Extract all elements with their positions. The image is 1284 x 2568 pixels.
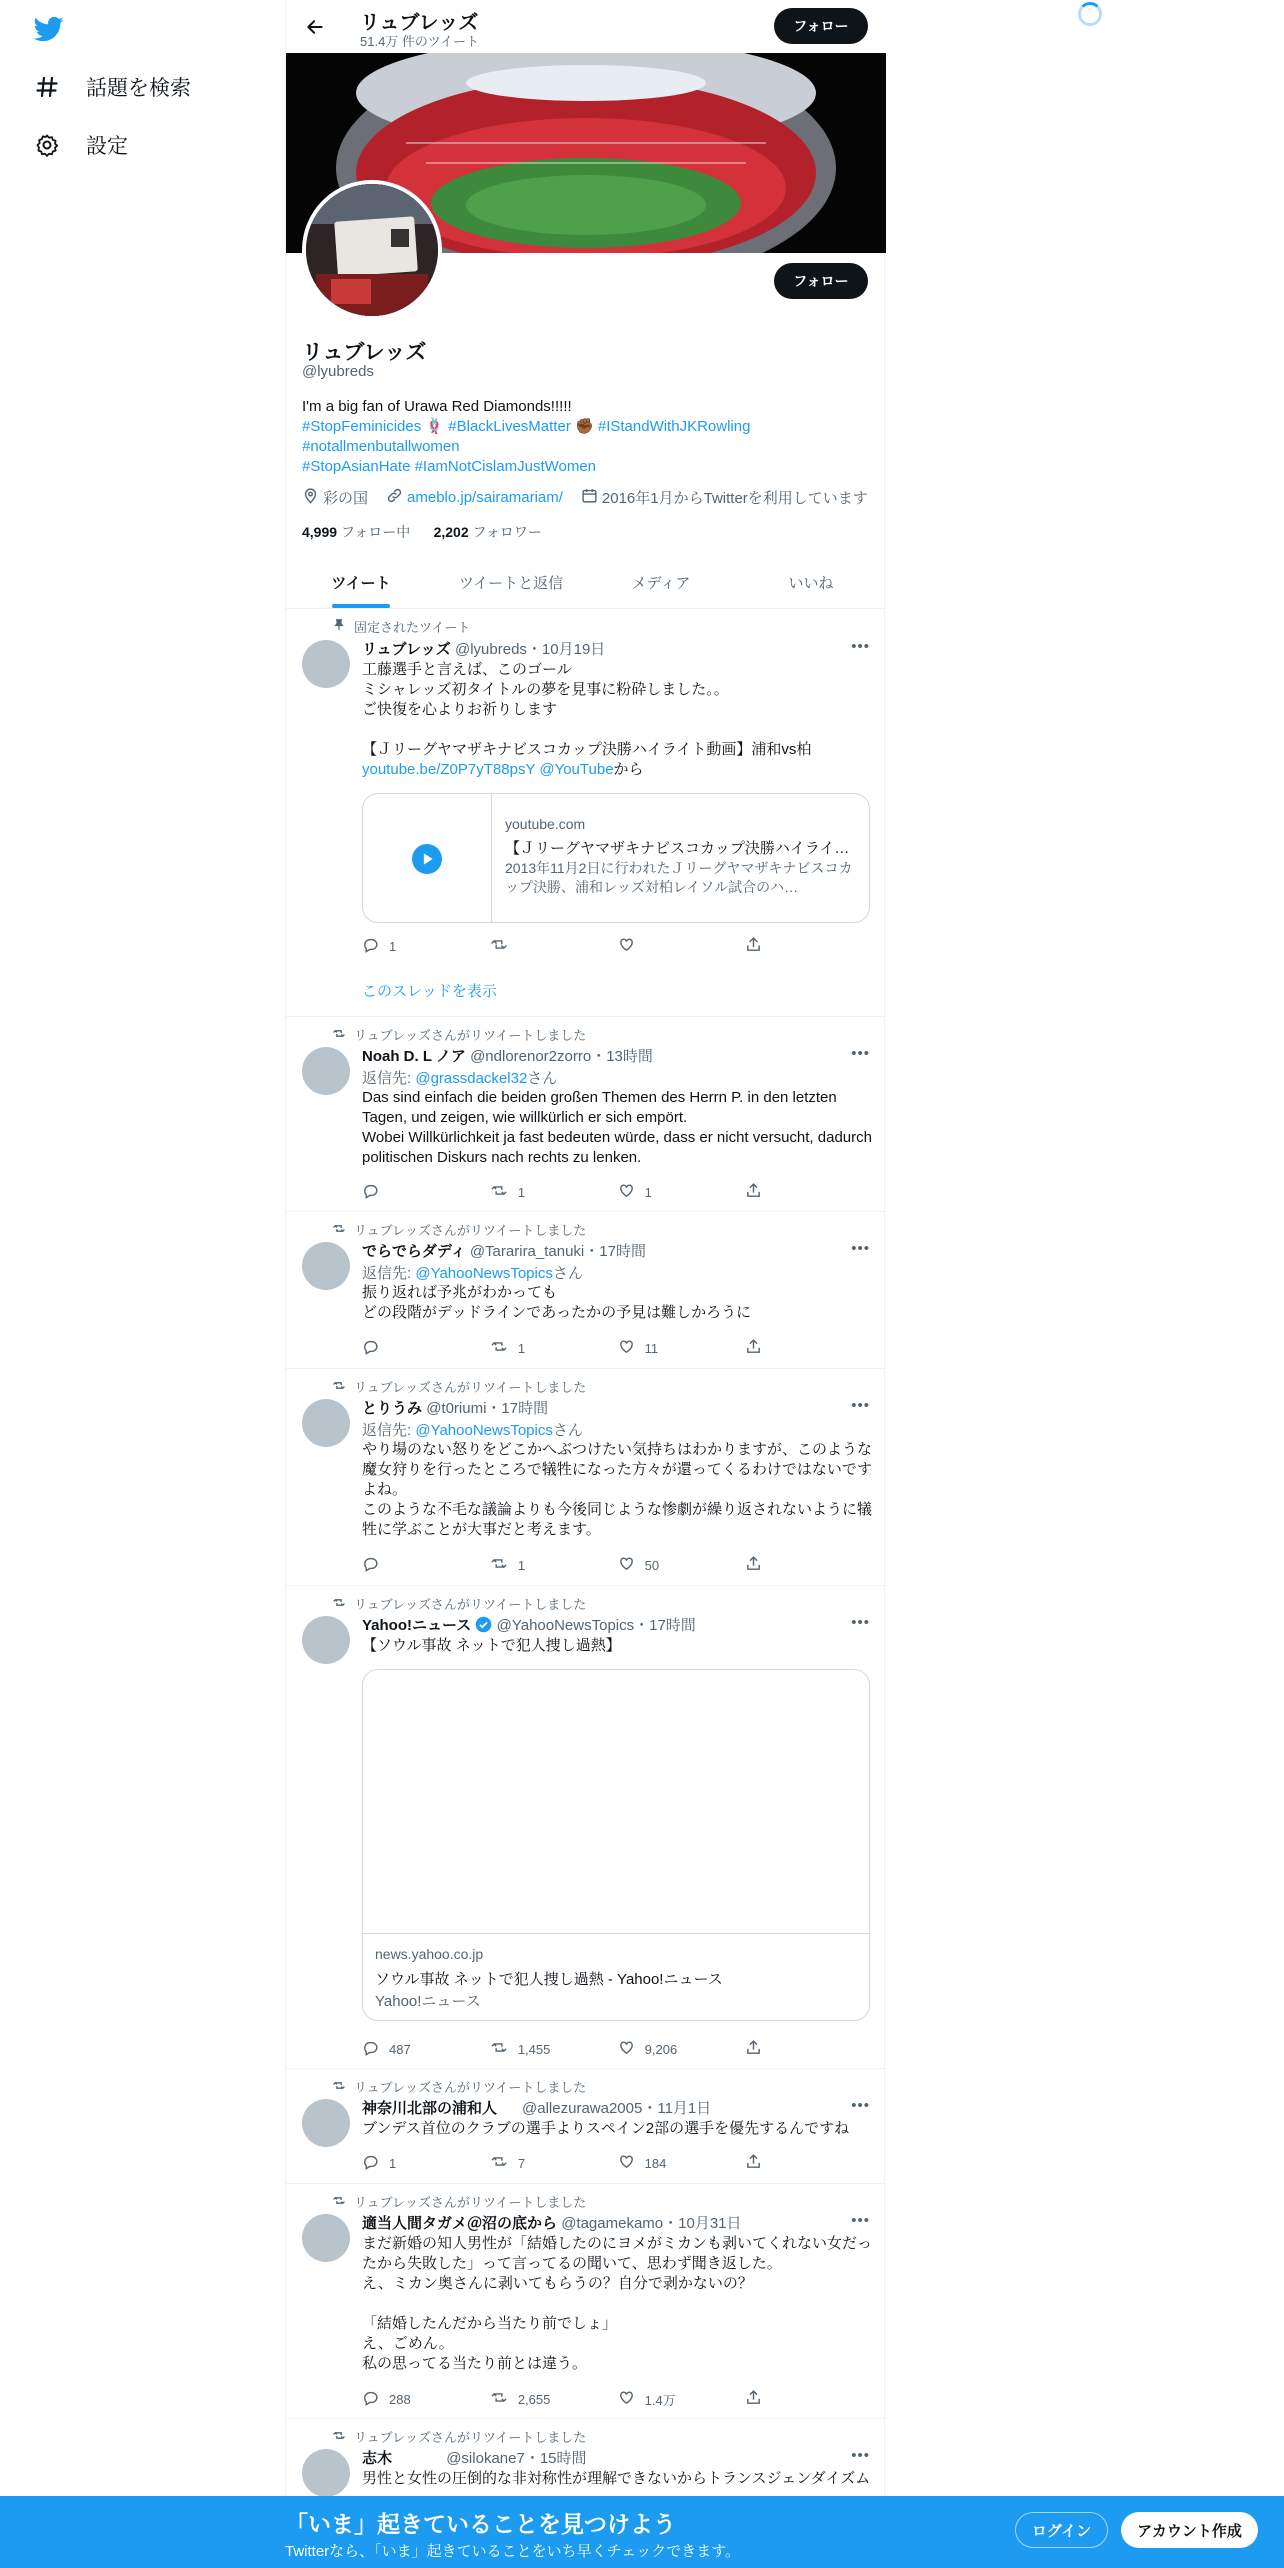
loading-spinner-icon — [1078, 2, 1102, 26]
tweet-text: 男性と女性の圧倒的な非対称性が理解できないからトランスジェンダイズム — [362, 2470, 871, 2487]
more-icon[interactable]: ••• — [851, 1045, 870, 1062]
card-domain: news.yahoo.co.jp — [375, 1946, 484, 1962]
retweet-icon — [332, 2194, 346, 2210]
link-card[interactable] — [362, 1669, 870, 2021]
share-button[interactable] — [745, 936, 782, 956]
calendar-icon — [581, 487, 598, 508]
show-thread-link[interactable]: このスレッドを表示 — [362, 983, 497, 1000]
tweet-time[interactable]: ・10月19日 — [526, 641, 606, 658]
like-button[interactable] — [618, 936, 746, 956]
reply-button[interactable]: 288 — [362, 2389, 490, 2409]
like-button[interactable]: 184 — [618, 2153, 746, 2173]
pinned-label: 固定されたツイート — [332, 617, 470, 636]
reply-button[interactable]: 487 — [362, 2039, 490, 2059]
tweet-actions — [362, 1182, 782, 1202]
tweet-header — [362, 1045, 653, 1066]
retweeted-label: リュブレッズさんがリツイートしました — [332, 1220, 586, 1239]
reply-button[interactable]: 1 — [362, 936, 490, 956]
tweet-text: 振り返れば予兆がわかっても どの段階がデッドラインであったかの予見は難しかろうに — [362, 1284, 752, 1321]
retweeted-label: リュブレッズさんがリツイートしました — [332, 2192, 586, 2211]
retweet-icon — [332, 1379, 346, 1395]
tweet-text: 工藤選手と言えば、このゴール ミシャレッズ初タイトルの夢を見事に粉砕しました。。 ご快復を心よりお祈りします 【Ｊリーグヤマザキナビスコカップ決勝ハイライト動画】浦和vs柏 — [362, 661, 812, 758]
followers-link[interactable]: 2,202 フォロワー — [433, 524, 542, 540]
tweet[interactable] — [286, 1586, 886, 2069]
author-name[interactable]: でらでらダディ — [362, 1243, 466, 1260]
retweet-icon — [490, 2153, 508, 2173]
retweet-icon — [332, 2429, 346, 2445]
share-button[interactable] — [745, 2389, 782, 2409]
tweet-actions — [362, 1338, 782, 1358]
author-handle: @allezurawa2005 — [522, 2100, 643, 2117]
author-handle: @ndlorenor2zorro — [470, 1048, 592, 1065]
tweet-links: youtube.be/Z0P7yT88psY @YouTubeから — [362, 761, 644, 778]
hashtag-icon — [34, 74, 60, 100]
play-icon — [363, 794, 492, 923]
tweet-time[interactable]: ・15時間 — [524, 2450, 587, 2467]
share-icon — [745, 1338, 762, 1358]
avatar[interactable] — [302, 2099, 350, 2147]
tweet-actions — [362, 936, 782, 956]
pin-icon — [332, 618, 346, 635]
follow-stats — [302, 522, 542, 542]
author-name[interactable]: Noah D. L ノア — [362, 1048, 466, 1065]
more-icon[interactable]: ••• — [851, 2447, 870, 2464]
retweet-button[interactable]: 2,655 — [490, 2389, 618, 2409]
tweet[interactable] — [286, 1212, 886, 1369]
profile-follow-button[interactable]: フォロー — [774, 263, 868, 299]
tweet-header — [362, 1240, 646, 1261]
login-button[interactable]: ログイン — [1015, 2512, 1108, 2548]
main-column — [285, 0, 885, 2568]
nav-settings[interactable] — [34, 125, 128, 165]
more-icon[interactable]: ••• — [851, 1397, 870, 1414]
more-icon[interactable]: ••• — [851, 638, 870, 655]
avatar[interactable] — [302, 1047, 350, 1095]
mention-link[interactable]: @YouTube — [539, 761, 614, 778]
profile-tabs — [286, 556, 886, 609]
heart-icon — [618, 2389, 635, 2409]
tweet-header — [362, 2212, 742, 2233]
reply-icon — [362, 2389, 379, 2409]
share-icon — [745, 1555, 762, 1575]
gear-icon — [34, 132, 60, 158]
tweet-header — [362, 1397, 548, 1418]
mention-link[interactable]: @YahooNewsTopics — [415, 1265, 553, 1282]
tweet-text: Das sind einfach die beiden großen Themen des Herrn P. in den letzten Tagen, und zeigen, wie willkürlich er sich empört. Wobei Willkürlichkeit ja fast bedeuten würde, dass er nicht versucht, dadurch politischen Diskurs nach rechts zu lenken. — [362, 1089, 872, 1166]
tab-tweets[interactable]: ツイート — [286, 556, 436, 608]
share-button[interactable] — [745, 1182, 782, 1202]
profile-website-link[interactable]: ameblo.jp/sairamariam/ — [407, 489, 563, 506]
share-button[interactable] — [745, 2039, 782, 2059]
nav-settings-label: 設定 — [86, 135, 128, 158]
hashtag-link[interactable]: #notallmenbutallwomen — [302, 438, 460, 455]
reply-button[interactable] — [362, 1555, 490, 1575]
retweeted-label: リュブレッズさんがリツイートしました — [332, 1594, 586, 1613]
profile-bio — [302, 397, 862, 477]
tweet[interactable] — [286, 1369, 886, 1586]
retweet-icon — [332, 2079, 346, 2095]
reply-icon — [362, 1555, 379, 1575]
card-description: Yahoo!ニュース — [375, 1993, 481, 2010]
hashtag-link[interactable]: #StopAsianHate — [302, 458, 411, 475]
avatar[interactable] — [302, 1616, 350, 1664]
tweet-actions — [362, 2389, 782, 2409]
tweet[interactable] — [286, 1017, 886, 1212]
author-name[interactable]: リュブレッズ — [362, 641, 451, 658]
tweet-header — [362, 2447, 587, 2468]
reply-button[interactable] — [362, 1182, 490, 1202]
tweet-time[interactable]: ・17時間 — [486, 1400, 549, 1417]
author-name[interactable]: 適当人間タガメ＠沼の底から — [362, 2215, 558, 2232]
like-button[interactable]: 1 — [618, 1182, 746, 1202]
tweet-text: 【ソウル事故 ネットで犯人捜し過熱】 — [362, 1637, 621, 1654]
profile-name: リュブレッズ — [302, 341, 427, 364]
like-button[interactable]: 1.4万 — [618, 2389, 746, 2409]
mention-link[interactable]: @grassdackel32 — [415, 1070, 528, 1087]
signup-button[interactable]: アカウント作成 — [1121, 2512, 1258, 2548]
like-button[interactable]: 9,206 — [618, 2039, 746, 2059]
heart-icon — [618, 2039, 635, 2059]
author-name[interactable]: Yahoo!ニュース — [362, 1617, 472, 1634]
retweet-icon — [490, 1182, 508, 1202]
tweet-time[interactable]: ・17時間 — [584, 1243, 646, 1260]
card-title: 【Ｊリーグヤマザキナビスコカップ決勝ハイライ… — [505, 840, 850, 857]
reply-icon — [362, 2153, 379, 2173]
tweet-time[interactable]: ・11月1日 — [642, 2100, 712, 2117]
share-button[interactable] — [745, 1555, 782, 1575]
tweet-actions — [362, 2153, 782, 2173]
emoji-icon: ✊🏾 — [575, 418, 594, 435]
retweet-button[interactable]: 1 — [490, 1338, 618, 1358]
tab-likes[interactable]: いいね — [788, 574, 834, 592]
card-description: 2013年11月2日に行われたＪリーグヤマザキナビスコカップ決勝、浦和レッズ対柏レイソル試合のハ… — [505, 860, 853, 895]
tweet[interactable] — [286, 2069, 886, 2184]
signup-banner — [0, 2496, 1284, 2568]
avatar[interactable] — [302, 1242, 350, 1290]
link-icon — [386, 487, 403, 508]
heart-icon — [618, 1182, 635, 1202]
retweet-icon — [490, 2039, 508, 2059]
profile-meta — [302, 487, 878, 508]
tweet-text: やり場のない怒りをどこかへぶつけたい気持ちはわかりますが、このような魔女狩りを行ったところで犠牲になった方々が還ってくるわけではないですよね。 このような不毛な議論よりも今後同じような惨劇が繰り返されないように犠牲に学ぶことが大事だと考えます。 — [362, 1441, 873, 1538]
tweet-time[interactable]: ・13時間 — [591, 1048, 653, 1065]
header-tweet-count: 51.4万 件のツイート — [360, 34, 480, 49]
nav-explore[interactable] — [34, 67, 191, 107]
left-nav — [0, 0, 285, 2568]
heart-icon — [618, 2153, 635, 2173]
reply-button[interactable] — [362, 1338, 490, 1358]
hashtag-link[interactable]: #IamNotCislamJustWomen — [414, 458, 597, 475]
tweet[interactable] — [286, 610, 886, 1017]
mention-link[interactable]: @YahooNewsTopics — [415, 1422, 553, 1439]
tweet[interactable] — [286, 2184, 886, 2419]
header-title: リュブレッズ — [360, 12, 479, 34]
like-button[interactable]: 11 — [618, 1338, 746, 1358]
youtube-link[interactable]: youtube.be/Z0P7yT88psY — [362, 761, 536, 778]
author-name[interactable]: 志木 — [362, 2450, 393, 2467]
hashtag-link[interactable]: #StopFeminicides — [302, 418, 422, 435]
share-button[interactable] — [745, 1338, 782, 1358]
retweet-button[interactable]: 1 — [490, 1182, 618, 1202]
reply-button[interactable]: 1 — [362, 2153, 490, 2173]
reply-icon — [362, 2039, 379, 2059]
tab-tweets-and-replies[interactable]: ツイートと返信 — [458, 574, 564, 592]
retweet-icon — [490, 936, 508, 956]
author-handle: @silokane7 — [446, 2450, 525, 2467]
heart-icon — [618, 936, 635, 956]
tweet-text: ブンデス首位のクラブの選手よりスペイン2部の選手を優先するんですね — [362, 2120, 850, 2137]
author-handle: @lyubreds — [454, 641, 527, 658]
tweet-header — [362, 638, 605, 659]
twitter-logo-icon[interactable] — [32, 14, 66, 44]
avatar[interactable] — [302, 640, 350, 688]
profile-location: 彩の国 — [323, 490, 369, 507]
verified-badge-icon — [475, 1616, 492, 1637]
heart-icon — [618, 1338, 635, 1358]
following-link[interactable]: 4,999 フォロー中 — [302, 524, 411, 540]
share-icon — [745, 2389, 762, 2409]
card-domain: youtube.com — [505, 816, 586, 832]
reply-to: 返信先: @YahooNewsTopicsさん — [362, 1265, 583, 1282]
hashtag-link[interactable]: #IStandWithJKRowling — [597, 418, 751, 435]
profile-header-bar — [286, 0, 886, 53]
share-icon — [745, 2039, 762, 2059]
author-handle: @tagamekamo — [561, 2215, 664, 2232]
tab-media[interactable]: メディア — [631, 574, 691, 592]
share-icon — [745, 2153, 762, 2173]
signup-banner-title: 「いま」起きていることを見つけよう — [285, 2511, 676, 2537]
tweet-time[interactable]: ・10月31日 — [663, 2215, 742, 2232]
share-button[interactable] — [745, 2153, 782, 2173]
reply-icon — [362, 1338, 379, 1358]
heart-icon — [618, 1555, 635, 1575]
link-card[interactable] — [362, 793, 870, 923]
profile-avatar[interactable] — [302, 180, 442, 320]
retweet-button[interactable]: 1 — [490, 1555, 618, 1575]
tweet-header — [362, 2097, 711, 2118]
back-arrow-icon[interactable] — [300, 12, 330, 42]
retweet-icon — [332, 1596, 346, 1612]
retweet-icon — [490, 1555, 508, 1575]
more-icon[interactable]: ••• — [851, 1614, 870, 1631]
like-button[interactable]: 50 — [618, 1555, 746, 1575]
bio-line: I'm a big fan of Urawa Red Diamonds!!!!! — [302, 398, 572, 415]
profile-handle: @lyubreds — [302, 363, 374, 380]
profile-joined: 2016年1月からTwitterを利用しています — [601, 490, 868, 507]
header-follow-button[interactable]: フォロー — [774, 8, 868, 44]
card-image — [363, 1670, 870, 1934]
retweet-button[interactable]: 7 — [490, 2153, 618, 2173]
tweet-time[interactable]: ・17時間 — [634, 1617, 696, 1634]
share-icon — [745, 936, 762, 956]
retweeted-label: リュブレッズさんがリツイートしました — [332, 2077, 586, 2096]
share-icon — [745, 1182, 762, 1202]
author-name[interactable]: 神奈川北部の浦和人 — [362, 2100, 498, 2117]
retweet-icon — [490, 1338, 508, 1358]
more-icon[interactable]: ••• — [851, 2212, 870, 2229]
nav-explore-label: 話題を検索 — [86, 77, 191, 100]
retweet-icon — [490, 2389, 508, 2409]
tweet-text: まだ新婚の知人男性が「結婚したのにヨメがミカンも剥いてくれない女だったから失敗した」って言ってるの聞いて、思わず聞き返した。 え、ミカン奥さんに剥いてもらうの？自分で剥かないの？ 「結婚したんだから当たり前でしょ」 え、ごめん。 私の思ってる当たり前とは違う。 — [362, 2235, 873, 2372]
more-icon[interactable]: ••• — [851, 2097, 870, 2114]
retweeted-label: リュブレッズさんがリツイートしました — [332, 2427, 586, 2446]
avatar[interactable] — [302, 1399, 350, 1447]
more-icon[interactable]: ••• — [851, 1240, 870, 1257]
author-handle: @YahooNewsTopics — [496, 1617, 635, 1634]
author-handle: @t0riumi — [426, 1400, 487, 1417]
retweeted-label: リュブレッズさんがリツイートしました — [332, 1377, 586, 1396]
avatar[interactable] — [302, 2214, 350, 2262]
hashtag-link[interactable]: #BlackLivesMatter — [448, 418, 571, 435]
emoji-icon: 🪢 — [425, 418, 445, 435]
retweeted-label: リュブレッズさんがリツイートしました — [332, 1025, 586, 1044]
retweet-icon — [332, 1027, 346, 1043]
retweet-button[interactable] — [490, 936, 618, 956]
retweet-icon — [332, 1222, 346, 1238]
reply-icon — [362, 936, 379, 956]
reply-to: 返信先: @YahooNewsTopicsさん — [362, 1422, 583, 1439]
tweet-actions — [362, 2039, 782, 2059]
card-title: ソウル事故 ネットで犯人捜し過熱 - Yahoo!ニュース — [375, 1971, 723, 1988]
retweet-button[interactable]: 1,455 — [490, 2039, 618, 2059]
tweet-header — [362, 1614, 696, 1637]
reply-to: 返信先: @grassdackel32さん — [362, 1070, 558, 1087]
signup-banner-subtitle: Twitterなら、「いま」起きていることをいち早くチェックできます。 — [285, 2543, 741, 2560]
reply-icon — [362, 1182, 379, 1202]
location-pin-icon — [302, 487, 319, 508]
avatar[interactable] — [302, 2449, 350, 2497]
tweet-actions — [362, 1555, 782, 1575]
author-handle: @Tararira_tanuki — [469, 1243, 585, 1260]
author-name[interactable]: とりうみ — [362, 1400, 423, 1417]
